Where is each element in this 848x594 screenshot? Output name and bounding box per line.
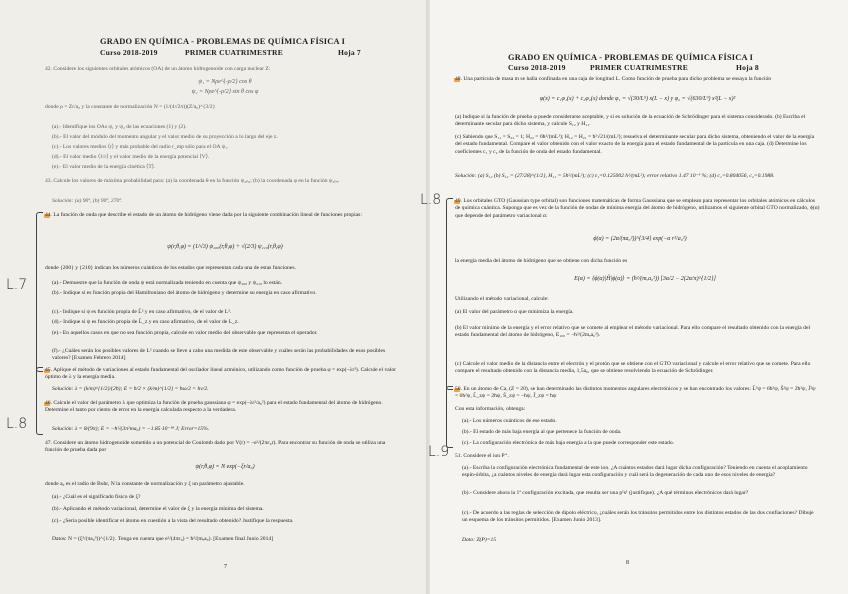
problem-44-e: (e).- En aquellos casos en que no sea función propia, calcule en valor medio del observable que representa el operador.	[52, 330, 318, 336]
problem-47-where: donde a₀ es el radio de Bohr, N la constante de normalización y ξ un parámetro ajustable.	[45, 481, 245, 487]
problem-48-text: 48. Una partícula de masa m se halla confinada en una caja de longitud L. Como función de prueba para dicho problema se ensaya la función	[455, 76, 772, 82]
problem-47-data: Datos: N = (ξ³/(πa₀³))^{1/2}. Tenga en cuenta que e²/(4πε₀) = ħ²/(mₑa₀). [Examen final Junio 2014]	[52, 536, 274, 542]
problem-51-data: Dato: Z(P)=15	[462, 537, 497, 543]
problem-47-c: (c).- ¿Sería posible identificar el átomo en cuestión a la vista del resultado obtenido? Justifique la respuesta.	[52, 518, 294, 524]
problem-49-mid: la energía media del átomo de hidrógeno que se obtiene con dicha función es	[455, 258, 628, 264]
handwritten-bracket-44	[36, 212, 43, 372]
problem-49-text: 49. Los orbitales GTO (Gaussian type orbital) son funciones matemáticas de forma Gaussiana que se emplean para representar los orbitales atómicos en cálculos de química cuántica. Suponga que es vez de la función de ondas de mínima energía del átomo de hidrógeno, utilizamos el siguiente orbital GTO normalizado, ϕ(α) que depende del parámetro variacional α:	[455, 198, 820, 219]
handwritten-L9: L.9	[428, 444, 450, 460]
problem-43-solution: Solución: (a) 90º, (b) 90º, 270º.	[52, 198, 123, 204]
problem-50-a: (a).- Los números cuánticos de ese estado.	[462, 418, 557, 424]
problem-49-c: (c) Calcule el valor medio de la distancia entre el electrón y el protón que se obtiene con el GTO variacional y calcule el error relativo que se comete. Para ello compare el resultado obtenido con la distancia media, 1,5a₀, que se obtiene resolviendo la ecuación de Schrödinger.	[455, 361, 811, 375]
problem-44-f: (f).- ¿Cuáles serán los posibles valores de L² cuando se lleve a cabo una medida de este observable y cuáles serán las probabilidades de esos posibles valores? [Examen Febrero 2014]	[52, 348, 386, 362]
problem-44-text: 44. La función de onda que describe el estado de un átomo de hidrógeno viene dada por la siguiente combinación lineal de funciones propias:	[45, 212, 362, 218]
problem-49-using: Utilizando el método variacional, calcule:	[455, 296, 549, 302]
handwritten-L8-right: L.8	[420, 192, 442, 208]
problem-49-b: (b) El valor mínimo de la energía y el error relativo que se comete al emplear el método variacional. Para ello compare el resultado obtenido con la energía del estado fundamental del átomo de hidrógeno, E₁₀₀ = −ħ²/(2mₑa₀²).	[455, 325, 811, 339]
problem-48-cd: (c) Sabiendo que S₁₁ = S₂₂ = 1; H₂₂ = 6ħ²/(mL²); H₁₂ = H₂₁ = ħ²√21/(mL²); resuelva el determinante secular para dicho sistema, obteniendo el valor de la energía del estado fundamental. Compare el valor obtenido con el valor exacto de la energía para el estado fundamental de la partícula en una caja. (d) Determine los coeficientes c₁ y c₂ de la función de onda del estado fundamental.	[455, 134, 815, 155]
problem-44-a: (a).- Demuestre que la función de onda ψ está normalizada teniendo en cuenta que ψ₂₀₀ y ψ₂₁₀ lo están.	[52, 280, 283, 286]
problem-45-text: 45. Aplique el método de variaciones al estado fundamental del oscilador lineal armónico, utilizando como función de prueba φ = exp(−λr²). Calcule el valor óptimo de λ y la energía media.	[45, 367, 396, 381]
left-header-title: GRADO EN QUÍMICA - PROBLEMAS DE QUÍMICA FÍSICA I	[100, 37, 346, 46]
problem-44-b: (b).- Indique si es función propia del Hamiltoniano del átomo de hidrógeno y determine su energía en caso afirmativo.	[52, 290, 317, 296]
problem-43-text: 43. Calcule los valores de máxima probabilidad para: (a) la coordenada θ en la función ψ₂ₚ₀; (b) la coordenada φ en la función ψ₂ₚₓ.	[45, 178, 340, 184]
problem-50-c: (c).- La configuración electrónica de más baja energía a la que puede corresponder este estado.	[462, 440, 675, 446]
problem-42-eq1: ψ₁ = Nρe^{-ρ/2} cos θ	[198, 79, 252, 85]
handwritten-L8: L.8	[6, 416, 28, 432]
problem-48-eq: φ(x) = c₁φ₁(x) + c₂φ₂(x) donde φ₁ = √(30/L⁵) x(L − x) y φ₂ = √(630/L⁹) x²(L − x)²	[539, 96, 736, 102]
right-page-number: 8	[626, 560, 629, 566]
problem-51-text: 51. Considere el ion P⁺.	[455, 453, 509, 459]
problem-48-ab: (a) Indique si la función de prueba φ puede considerarse aceptable, y si es solución de la ecuación de Schrödinger para el sistema considerado. (b) Escriba el determinante secular para dicho sistema, y calcule S₁₂ y H₁₁.	[455, 114, 806, 128]
problem-47-eq: ψ(r,θ,φ) = N exp(−ξr/a₀)	[195, 464, 255, 470]
problem-42-intro: 42. Considere los siguientes orbitales atómicos (OA) de un átomo hidrogenoide con carga nuclear Z:	[45, 66, 271, 72]
problem-44-eq: ψ(r,θ,φ) = (1/√3) ψ₂₀₀(r,θ,φ) + √(2/3) ψ₂₁₀(r,θ,φ)	[167, 244, 283, 250]
problem-51-a: (a).- Escriba la configuración electrónica fundamental de este ion. ¿A cuántos estados dará lugar dicha configuración? Teniendo en cuenta el acoplamiento espín-órbita, ¿a cuántos niveles de energía dará lugar esta configuración y cuál será la degeneración de cada uno de esos niveles de energía?	[462, 465, 808, 479]
handwritten-bracket-45-46	[36, 367, 43, 435]
left-header-course: Curso 2018-2019	[100, 48, 158, 57]
problem-42-eq2: ψ₂ = Nρe^{-ρ/2} sin θ cos φ	[191, 89, 259, 95]
problem-49-eq1: ϕ(α) = (2α/(πa₀²))^{3/4} exp(−α r²/a₀²)	[593, 236, 687, 242]
left-header-sheet: Hoja 7	[338, 48, 361, 57]
right-header-course: Curso 2018-2019	[508, 63, 566, 72]
problem-46-solution: Solución: λ = 8/(9π); E = −ħ²/(3π²ma₀) = −1.85·10⁻¹⁸ J; Error=15%.	[52, 426, 210, 432]
problem-50-b: (b).- El estado de más baja energía al que pertenece la función de onda.	[462, 429, 622, 435]
problem-42-a: (a).- Identifique los OAs ψ₁ y ψ₂ de las ecuaciones (1) y (2).	[52, 124, 187, 130]
problem-49-a: (a) El valor del parámetro α que minimiza la energía.	[455, 309, 574, 315]
right-header-title: GRADO EN QUÍMICA - PROBLEMAS DE QUÍMICA FÍSICA I	[508, 53, 754, 62]
left-page-number: 7	[224, 564, 227, 570]
problem-42-d: (d).- El valor medio ⟨1/r⟩ y el valor medio de la energía potencial ⟨V⟩.	[52, 154, 210, 160]
problem-47-a: (a).- ¿Cuál es el significado físico de ξ?	[52, 494, 141, 500]
problem-50-text: 50. En un átomo de Ca, (Z = 20), se han determinado las distintos momentos angulares electrónicos y se han encontrado los valores: L̂²ψ = 6ħ²ψ, Ŝ²ψ = 2ħ²ψ, Ĵ²ψ = 6ħ²ψ, L̂_zψ = 2ħψ, Ŝ_zψ = −ħψ, Ĵ_zψ = ħψ	[455, 386, 816, 400]
problem-47-b: (b).- Aplicando el método variacional, determine el valor de ξ y la energía mínima del sistema.	[52, 506, 264, 512]
problem-44-d: (d).- Indique si ψ es función propia de L̂_z y en caso afirmativo, de el valor de L_z.	[52, 319, 239, 325]
problem-48-solution: Solución: (a) S₁₂ (b) S₁₂ = (27/28)^{1/2}, H₁₁ = 5ħ²/(mL²); (c) ε₁=0.125002 h²/(mL²); error relativo 1.47 10⁻³ %; (d) c₁=0.804056, c₂=0.1988.	[455, 173, 775, 179]
problem-46-text: 46. Calcule el valor del parámetro λ que optimiza la función de prueba gaussiana φ = exp(−λr²/a₀²) para el estado fundamental del átomo de hidrógeno. Determine el tanto por ciento de error en la energía calculada respecto a la verdadera.	[45, 400, 383, 414]
right-header-term: PRIMER CUATRIMESTRE	[590, 63, 688, 72]
problem-45-solution: Solución: λ = (k/m)^{1/2}/(2ħ); E = ħ/2 × (k/m)^{1/2} = ħω/2 = hν/2.	[52, 386, 209, 392]
problem-44-c: (c).- Indique si ψ es función propia de L̂² y en caso afirmativo, de el valor de L².	[52, 309, 232, 315]
problem-42-c: (c).- Los valores medios ⟨r⟩ y más probable del radio r_mp sólo para el OA ψ₁.	[52, 144, 229, 150]
problem-44-where: donde {200} y {210} indican los números cuánticos de los estados que representan cada una de estas funciones.	[45, 265, 296, 271]
left-header-term: PRIMER CUATRIMESTRE	[185, 48, 283, 57]
problem-50-info: Con esta información, obtenga:	[455, 406, 526, 412]
handwritten-bracket-49	[446, 198, 453, 390]
problem-42-where: donde ρ = Zr/a₀ y la constante de normalización N = (1/(4√2π))(Z/a₀)^{3/2}	[45, 104, 216, 110]
problem-47-text: 47. Considere un átomo hidrogenoide sometido a un potencial de Coulomb dado por V(r) = −e²/(2πε₀r). Para encontrar su función de onda se utiliza una función de prueba dada por	[45, 440, 386, 454]
problem-51-c: (c).- De acuerdo a las reglas de selección de dipolo eléctrico, ¿cuáles serán los tránsitos permitidos entre los distintos estados de las dos confiaciones? Dibuje un esquema de los tránsitos permitidos. [Examen Junio 2013].	[462, 510, 814, 524]
problem-51-b: (b).- Considere ahora la 1ª configuración excitada, que resulta ser una p¹s¹ (justifique). ¿A qué términos electrónicos dará lugar?	[462, 490, 749, 496]
right-page	[420, 0, 848, 594]
right-header-sheet: Hoja 8	[736, 63, 759, 72]
handwritten-L7: L.7	[6, 277, 28, 293]
problem-49-eq2: E(α) = ⟨ϕ(α)|Ĥ|ϕ(α)⟩ = (ħ²/(mₑa₀²)) [3α/2 − 2(2α/π)^{1/2}]	[574, 276, 716, 282]
handwritten-bracket-50	[446, 386, 453, 448]
problem-42-e: (e).- El valor medio de la energía cinética ⟨T⟩.	[52, 164, 156, 170]
problem-42-b: (b).- El valor del módulo del momento angular y el valor medio de su proyección a lo largo del eje z.	[52, 134, 278, 140]
